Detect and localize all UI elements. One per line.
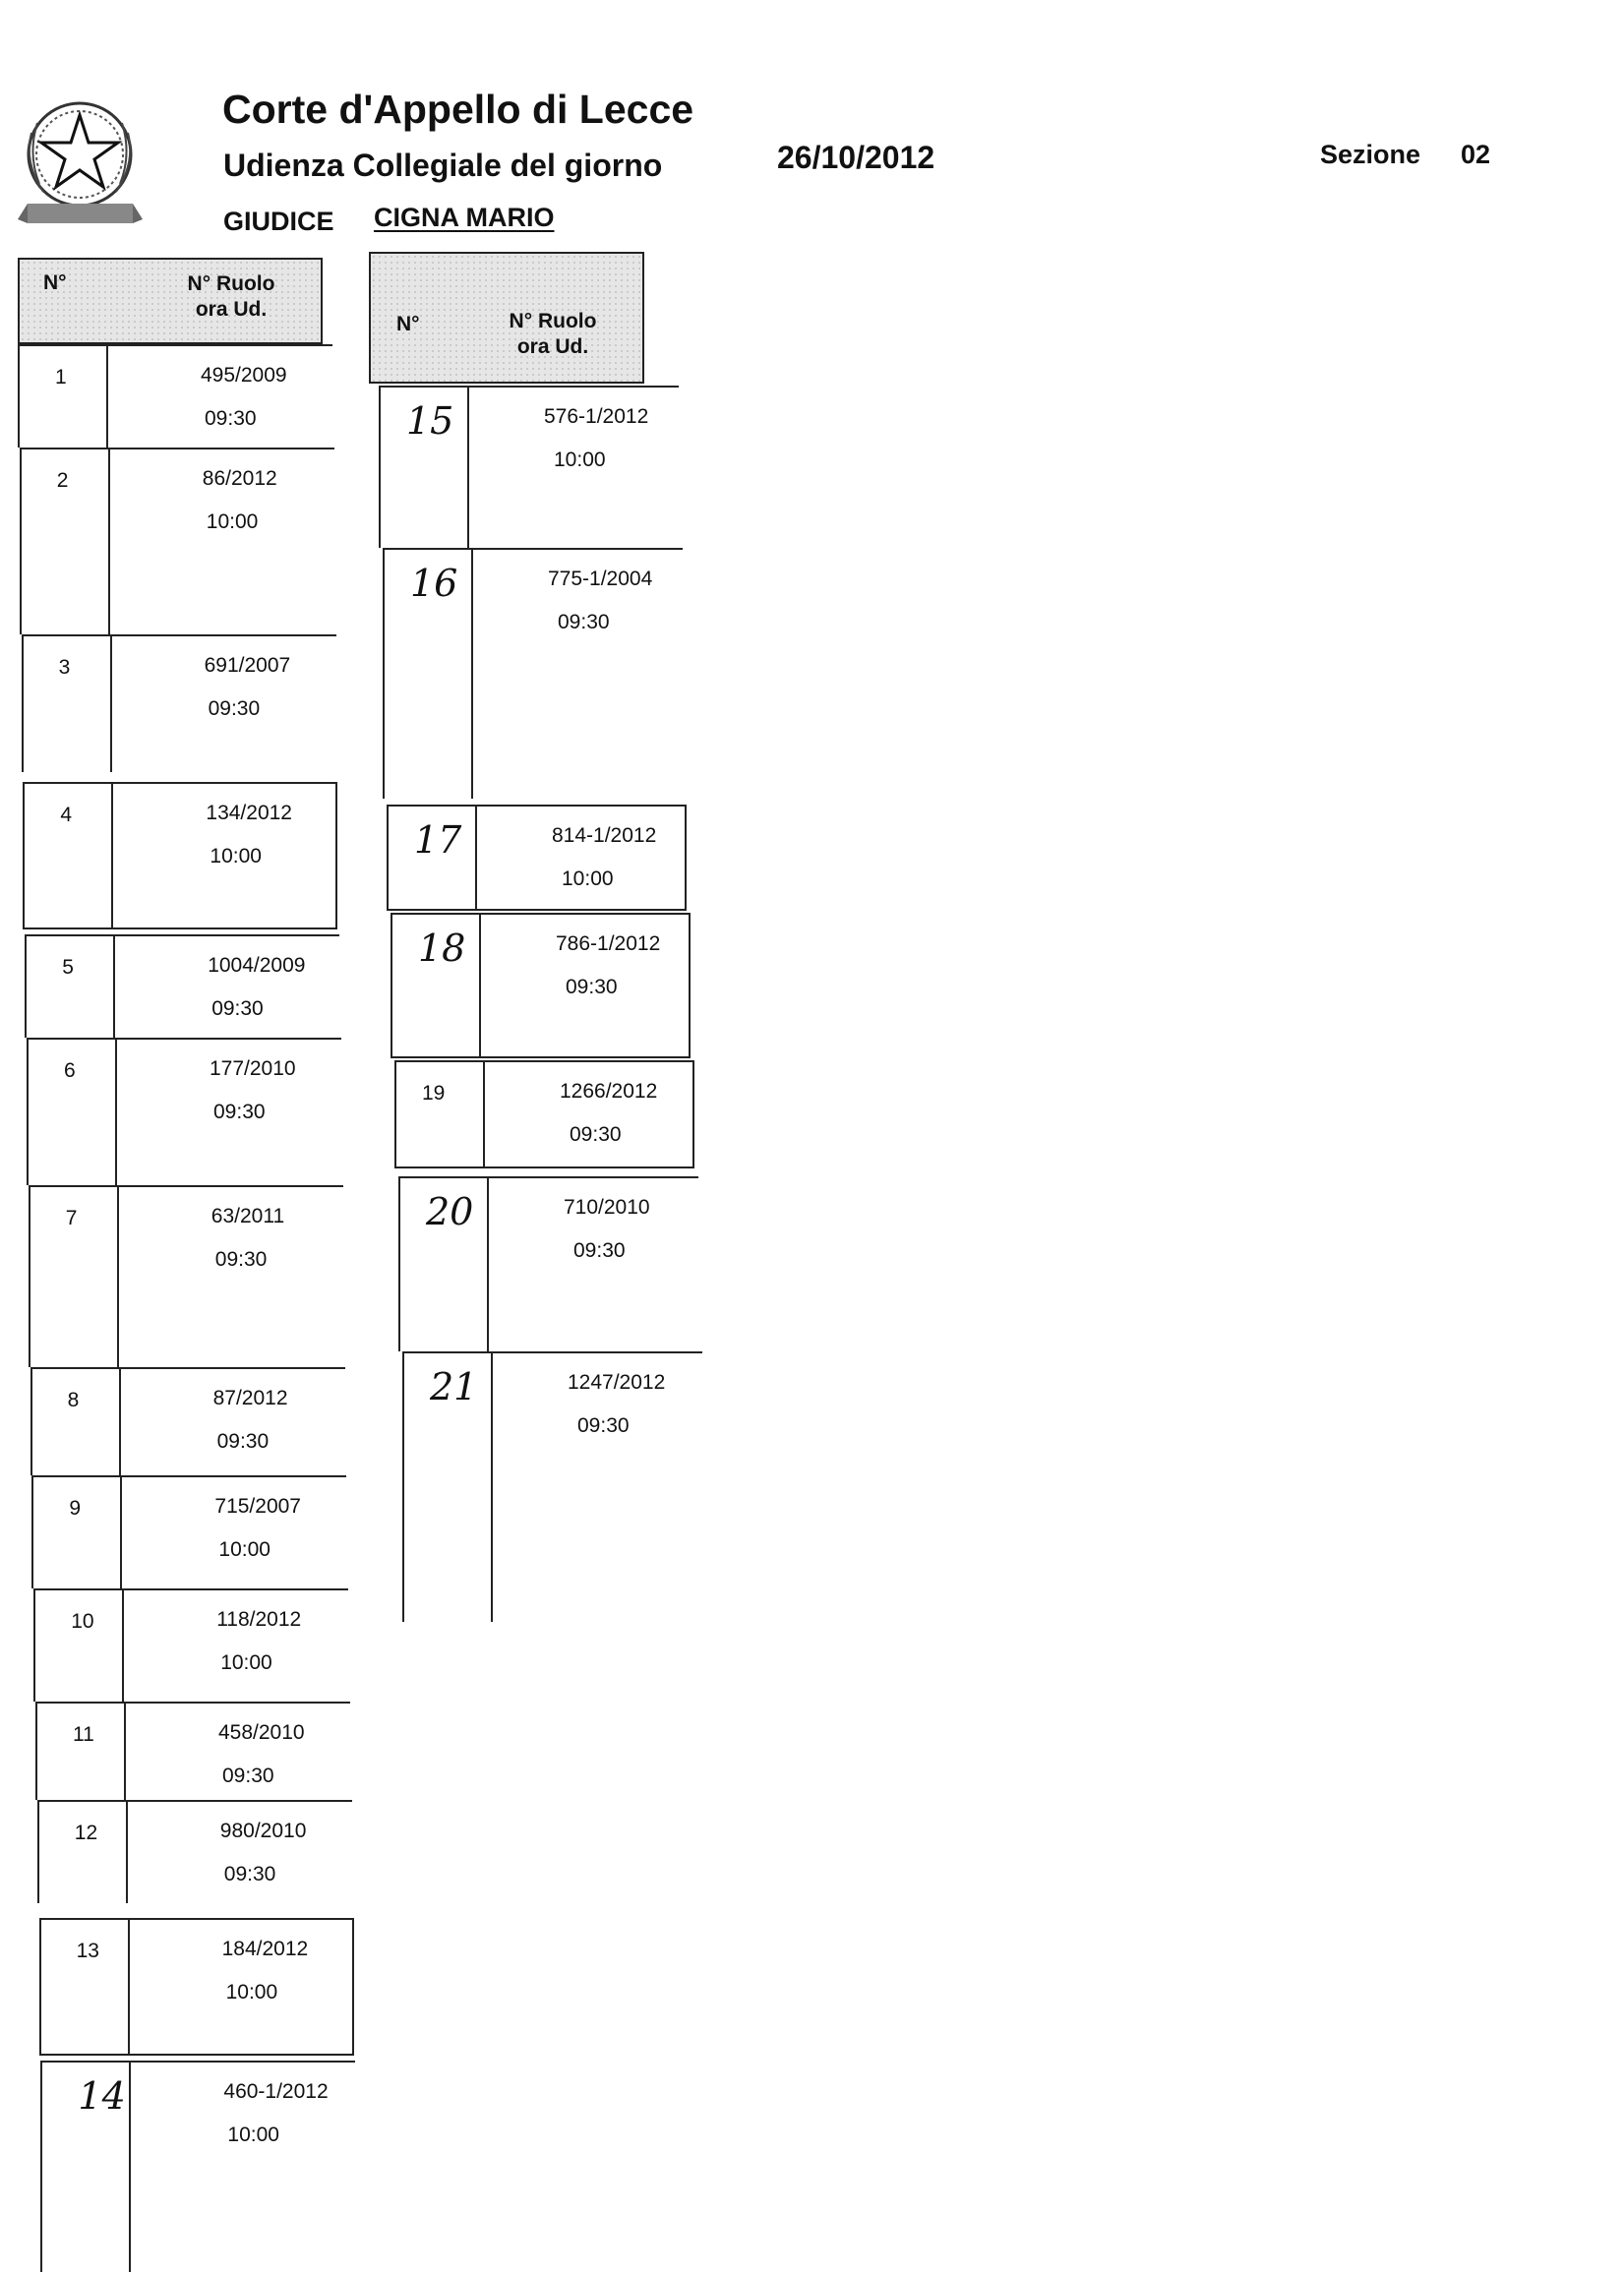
hearing-time: 09:30: [577, 1414, 630, 1437]
row-number: 11: [73, 1723, 94, 1746]
hearing-time: 09:30: [216, 1430, 270, 1453]
ruolo-number: 458/2010: [218, 1721, 305, 1744]
row-divider: [471, 550, 473, 799]
table-row: [27, 1038, 341, 1185]
table-row: [37, 1800, 352, 1903]
hearing-date: 26/10/2012: [777, 140, 935, 175]
ruolo-number: 184/2012: [221, 1938, 309, 1960]
table-row: [22, 634, 336, 772]
table-row: [30, 1367, 345, 1475]
hearing-time: 09:30: [211, 997, 264, 1020]
table-row: [33, 1588, 348, 1702]
row-divider: [467, 388, 469, 548]
row-divider: [124, 1704, 126, 1800]
ruolo-number: 87/2012: [212, 1387, 288, 1409]
row-number: 17: [414, 818, 462, 862]
table-row: [20, 448, 334, 634]
row-number: 21: [430, 1365, 478, 1408]
table-row: [29, 1185, 343, 1367]
row-divider: [106, 346, 108, 448]
hearing-time: 09:30: [558, 611, 610, 633]
row-number: 1: [55, 366, 67, 389]
table-row: [35, 1702, 350, 1800]
ruolo-number: 576-1/2012: [544, 405, 649, 428]
header-ruolo-line2: ora Ud.: [516, 335, 589, 358]
ruolo-number: 715/2007: [214, 1495, 301, 1518]
ruolo-number: 177/2010: [210, 1057, 296, 1080]
hearing-time: 10:00: [562, 867, 614, 890]
row-number: 5: [62, 956, 74, 979]
row-number: 12: [74, 1822, 98, 1844]
ruolo-number: 63/2011: [211, 1205, 285, 1227]
row-divider: [126, 1802, 128, 1903]
table-row: [39, 1918, 354, 2056]
left-table-header: [18, 258, 323, 344]
ruolo-number: 1247/2012: [568, 1371, 666, 1394]
court-title: Corte d'Appello di Lecce: [222, 87, 694, 132]
row-number: 3: [58, 656, 71, 679]
header-ruolo: [479, 309, 627, 360]
row-number: 19: [422, 1082, 446, 1105]
table-row: [387, 805, 687, 911]
row-number: 13: [76, 1940, 99, 1962]
ruolo-number: 710/2010: [564, 1196, 650, 1219]
ruolo-number: 86/2012: [202, 467, 277, 490]
ruolo-number: 118/2012: [216, 1608, 302, 1631]
table-row: [25, 934, 339, 1038]
section-label: Sezione: [1320, 140, 1421, 169]
table-row: [379, 386, 679, 548]
hearing-time: 10:00: [218, 1538, 271, 1561]
hearing-time: 10:00: [220, 1651, 272, 1674]
hearing-time: 09:30: [573, 1239, 626, 1262]
ruolo-number: 1266/2012: [560, 1080, 658, 1103]
row-number: 16: [410, 562, 458, 605]
hearing-time: 10:00: [210, 845, 262, 867]
hearing-time: 09:30: [570, 1123, 622, 1146]
ruolo-number: 134/2012: [206, 802, 292, 824]
row-divider: [111, 784, 113, 927]
ruolo-number: 980/2010: [219, 1820, 307, 1842]
row-number: 14: [78, 2074, 126, 2118]
table-row: [402, 1351, 702, 1622]
row-divider: [117, 1187, 119, 1367]
ruolo-number: 1004/2009: [208, 954, 306, 977]
ruolo-number: 814-1/2012: [552, 824, 657, 847]
ruolo-number: 460-1/2012: [223, 2080, 329, 2103]
row-divider: [483, 1062, 485, 1166]
hearing-time: 10:00: [225, 1981, 278, 2004]
row-divider: [479, 915, 481, 1056]
row-divider: [108, 449, 110, 634]
ruolo-number: 786-1/2012: [556, 932, 661, 955]
hearing-time: 10:00: [554, 449, 606, 471]
row-divider: [119, 1369, 121, 1475]
hearing-time: 10:00: [206, 510, 259, 533]
table-row: [40, 2061, 355, 2272]
header-ruolo-line2: ora Ud.: [195, 298, 268, 321]
row-number: 6: [64, 1059, 76, 1082]
table-row: [383, 548, 683, 799]
ruolo-number: 691/2007: [204, 654, 291, 677]
header-ruolo: [157, 271, 305, 323]
ruolo-number: 775-1/2004: [548, 568, 653, 590]
row-number: 7: [65, 1207, 78, 1229]
header-number: N°: [43, 271, 67, 294]
hearing-time: 09:30: [223, 1863, 276, 1885]
table-row: [398, 1176, 698, 1351]
row-divider: [110, 636, 112, 772]
table-row: [394, 1060, 694, 1168]
row-number: 20: [426, 1190, 474, 1233]
judge-name: CIGNA MARIO: [374, 203, 555, 232]
row-divider: [475, 807, 477, 909]
row-divider: [491, 1353, 493, 1622]
hearing-time: 10:00: [227, 2123, 279, 2146]
hearing-time: 09:30: [214, 1248, 268, 1271]
row-number: 9: [69, 1497, 82, 1520]
table-row: [391, 913, 691, 1058]
row-number: 18: [418, 927, 466, 970]
row-divider: [120, 1477, 122, 1588]
hearing-label: Udienza Collegiale del giorno: [223, 148, 663, 183]
row-divider: [122, 1590, 124, 1702]
hearing-time: 09:30: [208, 697, 261, 720]
row-divider: [113, 936, 115, 1038]
row-divider: [487, 1178, 489, 1351]
hearing-time: 09:30: [213, 1101, 266, 1123]
ruolo-number: 495/2009: [201, 364, 287, 387]
hearing-time: 09:30: [205, 407, 257, 430]
table-row: [31, 1475, 346, 1588]
row-number: 2: [56, 469, 69, 492]
hearing-time: 09:30: [222, 1765, 274, 1787]
header-ruolo-line1: N° Ruolo: [509, 310, 597, 332]
row-number: 8: [67, 1389, 80, 1411]
table-row: [18, 344, 332, 448]
section-number: 02: [1461, 140, 1491, 169]
row-number: 4: [60, 804, 73, 826]
republic-emblem-icon: [14, 93, 147, 231]
hearing-time: 09:30: [566, 976, 618, 998]
row-number: 10: [71, 1610, 94, 1633]
header-number: N°: [396, 313, 420, 335]
header-ruolo-line1: N° Ruolo: [187, 272, 275, 295]
row-divider: [128, 1920, 130, 2054]
judge-label: GIUDICE: [223, 207, 334, 236]
row-divider: [115, 1040, 117, 1185]
table-row: [23, 782, 337, 929]
right-table-header: [369, 252, 644, 384]
row-number: 15: [406, 399, 454, 443]
row-divider: [129, 2063, 131, 2272]
